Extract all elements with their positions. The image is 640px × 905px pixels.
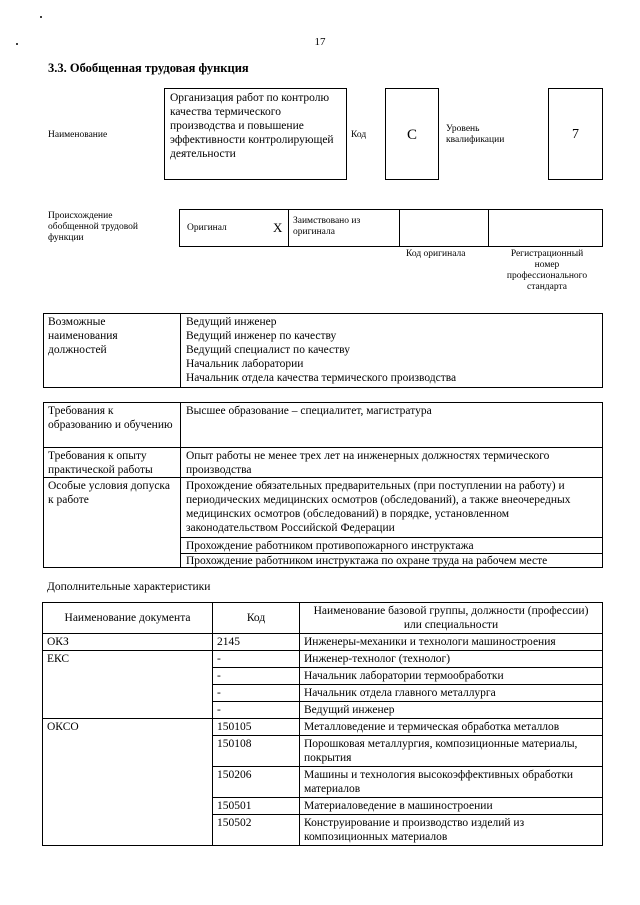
name-value: Организация работ по контролю качества термического производства и повышение эффективности контролирующей деятельности — [170, 92, 334, 160]
experience-value: Опыт работы не менее трех лет на инженерных должностях термического производства — [186, 450, 550, 476]
code-original-label: Код оригинала — [406, 249, 466, 259]
origin-label: Происхождение обобщенной трудовой функции — [48, 211, 138, 243]
code-cell: 150105 — [213, 719, 300, 736]
position-item: Ведущий инженер — [186, 316, 277, 328]
name-label: Наименование — [48, 130, 108, 140]
position-item: Ведущий специалист по качеству — [186, 344, 350, 356]
positions-list — [186, 315, 456, 385]
code-cell: 150108 — [213, 736, 300, 767]
name-cell: Начальник отдела главного металлурга — [300, 685, 603, 702]
code-cell: 2145 — [213, 634, 300, 651]
name-cell: Конструирование и производство изделий из композиционных материалов — [300, 815, 603, 846]
code-label: Код — [351, 130, 367, 140]
name-cell: Начальник лаборатории термообработки — [300, 668, 603, 685]
origin-mark: X — [273, 220, 283, 235]
code-cell: - — [213, 702, 300, 719]
section-title: 3.3. Обобщенная трудовая функция — [48, 61, 249, 75]
position-item: Ведущий инженер по качеству — [186, 330, 337, 342]
education-label: Требования к образованию и обучению — [48, 405, 173, 431]
page-number: 17 — [314, 36, 326, 48]
position-item: Начальник лаборатории — [186, 358, 304, 370]
name-cell: Материаловедение в машиностроении — [300, 798, 603, 815]
code-cell: 150502 — [213, 815, 300, 846]
positions-label: Возможные наименования должностей — [48, 316, 118, 356]
doc-eks: ЕКС — [43, 651, 213, 719]
level-label: Уровень квалификации — [446, 124, 505, 145]
special-value-medical: Прохождение обязательных предварительных (при поступлении на работу) и периодических медицинских осмотров (обследований), а также внеочередных медицинских осмотров (обследований) в порядке, установленном законодательством Российской Федерации — [186, 480, 571, 534]
requirements-table — [43, 402, 603, 568]
special-value-safety: Прохождение работником инструктажа по охране труда на рабочем месте — [186, 555, 548, 567]
positions-table — [43, 313, 603, 388]
special-label: Особые условия допуска к работе — [48, 480, 170, 506]
position-item: Начальник отдела качества термического производства — [186, 372, 457, 384]
level-box — [548, 88, 603, 180]
header-code: Код — [213, 603, 300, 634]
name-cell: Металловедение и термическая обработка металлов — [300, 719, 603, 736]
education-value: Высшее образование – специалитет, магистратура — [186, 405, 432, 417]
level-value: 7 — [572, 127, 579, 142]
code-cell: 150501 — [213, 798, 300, 815]
name-value-box — [164, 88, 347, 180]
special-value-fire: Прохождение работником противопожарного инструктажа — [186, 540, 474, 552]
reg-number-label: Регистрационный номер профессионального стандарта — [506, 249, 588, 292]
name-cell: Порошковая металлургия, композиционные материалы, покрытия — [300, 736, 603, 767]
code-cell: - — [213, 668, 300, 685]
name-cell: Машины и технология высокоэффективных обработки материалов — [300, 767, 603, 798]
additional-table — [42, 602, 603, 846]
code-box — [385, 88, 439, 180]
code-cell: - — [213, 685, 300, 702]
code-cell: - — [213, 651, 300, 668]
code-cell: 150206 — [213, 767, 300, 798]
experience-label: Требования к опыту практической работы — [48, 450, 153, 476]
code-value: C — [406, 127, 417, 143]
doc-okso: ОКСО — [43, 719, 213, 846]
header-name: Наименование базовой группы, должности (профессии) или специальности — [300, 603, 603, 634]
name-cell: Инженер-технолог (технолог) — [300, 651, 603, 668]
name-cell: Ведущий инженер — [300, 702, 603, 719]
origin-borrowed: Заимствовано из оригинала — [293, 216, 361, 237]
header-doc: Наименование документа — [43, 603, 213, 634]
doc-okz: ОКЗ — [43, 634, 213, 651]
scan-speck — [40, 16, 42, 18]
name-cell: Инженеры-механики и технологи машиностроения — [300, 634, 603, 651]
origin-table — [179, 209, 603, 247]
origin-original: Оригинал — [187, 223, 227, 233]
additional-title: Дополнительные характеристики — [47, 581, 211, 593]
